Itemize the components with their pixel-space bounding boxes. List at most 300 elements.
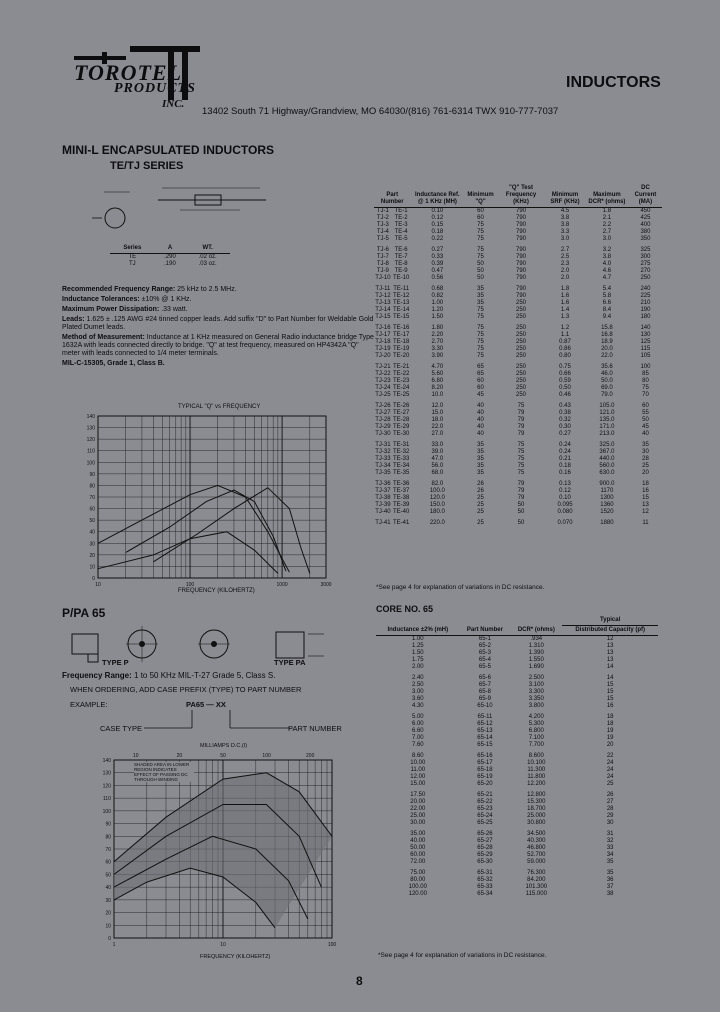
- table-cell: 450: [640, 208, 651, 214]
- table-cell: 1.310: [528, 643, 544, 649]
- table-cell: 2.50: [411, 682, 424, 688]
- table-cell: 75: [517, 449, 525, 455]
- dim-cell: .02 oz.: [198, 254, 217, 260]
- y-tick-label: 130: [102, 770, 111, 777]
- table-cell: 79: [517, 410, 525, 416]
- table-cell: 40: [477, 417, 484, 423]
- table-cell: 11.800: [527, 774, 546, 780]
- table-cell: 790: [516, 222, 527, 228]
- y-tick-label: 120: [86, 437, 95, 444]
- table-cell: 900.0: [599, 481, 615, 487]
- table-cell: 65-24: [477, 813, 493, 819]
- chart2-note: SHADED AREA IN LOWER REGION INDICATES EFFECT OF PASSING DC THROUGH WINDING: [134, 762, 194, 782]
- table-cell: TJ-33: [375, 456, 391, 462]
- table-cell: 60: [477, 208, 484, 214]
- example-code: PA65 — XX: [186, 700, 226, 709]
- table-cell: 65-13: [477, 728, 493, 734]
- table-row: [374, 229, 662, 236]
- table-cell: 790: [516, 268, 527, 274]
- table-row: [374, 275, 662, 282]
- table-row: [376, 710, 658, 721]
- table-cell: 400: [640, 222, 651, 228]
- minil-header: Maximum DCR* (ohms): [585, 184, 629, 208]
- table-cell: 425: [640, 215, 651, 221]
- table-cell: 19: [606, 728, 614, 734]
- table-row: [374, 307, 662, 314]
- minil-parts-table: [374, 184, 662, 527]
- table-row: [374, 438, 662, 449]
- table-cell: 10.100: [527, 760, 546, 766]
- table-cell: 2.3: [560, 261, 570, 267]
- table-cell: 65-25: [477, 820, 493, 826]
- table-cell: TJ-32: [375, 449, 391, 455]
- table-cell: 3.8: [560, 215, 570, 221]
- table-cell: 790: [516, 215, 527, 221]
- table-row: [374, 215, 662, 222]
- table-cell: 4.70: [431, 364, 444, 370]
- table-row: [376, 689, 658, 696]
- table-cell: 0.32: [559, 417, 571, 423]
- table-row: [376, 696, 658, 703]
- table-cell: 65-8: [478, 689, 491, 695]
- table-row: [374, 431, 662, 438]
- table-cell: 65-5: [478, 664, 491, 670]
- section-title: INDUCTORS: [566, 74, 661, 91]
- table-cell: 8.60: [411, 753, 424, 759]
- table-cell: TJ-34: [375, 463, 391, 469]
- table-cell: TJ-24: [375, 385, 391, 391]
- table-cell: 46.800: [527, 845, 546, 851]
- table-cell: 35: [477, 449, 484, 455]
- table-row: [374, 254, 662, 261]
- table-cell: 380: [640, 229, 651, 235]
- table-cell: 40: [477, 424, 484, 430]
- table-cell: 18: [606, 714, 614, 720]
- table-cell: 225: [640, 293, 651, 299]
- table-cell: 65-11: [477, 714, 493, 720]
- table-cell: 50: [477, 261, 484, 267]
- table-cell: 50.0: [601, 378, 613, 384]
- core-header: DCR* (ohms): [510, 626, 562, 636]
- dim-header: Series: [110, 244, 155, 254]
- table-cell: TJ-21: [375, 364, 391, 370]
- table-cell: 210: [640, 300, 651, 306]
- table-cell: 1.00: [431, 300, 444, 306]
- table-cell: 25: [606, 781, 614, 787]
- y-tick-label: 50: [105, 872, 111, 879]
- table-cell: 3.100: [528, 682, 544, 688]
- table-cell: 68.0: [431, 470, 444, 476]
- table-cell: 20: [606, 742, 614, 748]
- table-cell: 15: [606, 696, 614, 702]
- table-cell: 65-16: [477, 753, 493, 759]
- table-cell: 0.47: [431, 268, 444, 274]
- table-cell: 79: [517, 431, 525, 437]
- table-cell: 16: [642, 488, 649, 494]
- table-cell: 15: [606, 689, 614, 695]
- table-row: [376, 671, 658, 682]
- table-cell: 38: [606, 891, 614, 897]
- dim-cell: TE: [128, 254, 137, 260]
- table-cell: 0.66: [559, 371, 571, 377]
- table-row: [376, 866, 658, 877]
- table-cell: 80.00: [410, 877, 426, 883]
- table-row: [376, 877, 658, 884]
- table-cell: 65-15: [477, 742, 493, 748]
- table-cell: 56.0: [431, 463, 444, 469]
- table-row: [376, 682, 658, 689]
- table-cell: TE-21: [392, 364, 410, 370]
- table-cell: 35: [606, 859, 614, 865]
- table-cell: 3.90: [431, 353, 444, 359]
- table-cell: 80: [642, 378, 649, 384]
- table-cell: 50: [517, 502, 525, 508]
- table-cell: TJ-17: [375, 332, 391, 338]
- table-row: [374, 346, 662, 353]
- logo-line2: PRODUCTS: [114, 81, 196, 96]
- table-cell: 65: [477, 371, 484, 377]
- dim-header: WT.: [185, 244, 230, 254]
- table-cell: TE-19: [392, 346, 410, 352]
- table-row: [374, 424, 662, 431]
- table-cell: 25.00: [410, 813, 426, 819]
- table-cell: TE-13: [392, 300, 410, 306]
- table-cell: TE-36: [392, 481, 410, 487]
- table-cell: 60: [477, 378, 484, 384]
- table-cell: 79: [517, 488, 525, 494]
- table-cell: 8.20: [431, 385, 444, 391]
- table-cell: 0.16: [559, 470, 571, 476]
- table-cell: 75: [477, 254, 484, 260]
- table-cell: 45: [642, 424, 649, 430]
- core-footnote: *See page 4 for explanation of variations in DC resistance.: [378, 952, 547, 959]
- table-cell: TE-31: [392, 442, 410, 448]
- table-cell: 20: [642, 470, 649, 476]
- table-cell: 11.00: [410, 767, 426, 773]
- table-cell: 9.4: [602, 314, 612, 320]
- table-cell: 790: [516, 236, 527, 242]
- table-row: [374, 385, 662, 392]
- table-cell: TJ-37: [375, 488, 391, 494]
- y-tick-label: 80: [89, 483, 95, 490]
- table-cell: TE-20: [392, 353, 410, 359]
- table-cell: 65-29: [477, 852, 493, 858]
- table-cell: 35: [606, 870, 614, 876]
- table-cell: TE-32: [392, 449, 410, 455]
- minil-header: "Q" Test Frequency (KHz): [497, 184, 545, 208]
- table-cell: 0.38: [559, 410, 571, 416]
- table-cell: 115.000: [525, 891, 547, 897]
- table-cell: 5.4: [602, 286, 612, 292]
- table-cell: 3.30: [431, 346, 444, 352]
- table-cell: 75: [477, 236, 484, 242]
- table-cell: 4.7: [602, 275, 612, 281]
- table-cell: 0.24: [559, 449, 571, 455]
- table-row: [374, 243, 662, 254]
- table-cell: 250: [516, 378, 527, 384]
- table-cell: 7.700: [528, 742, 544, 748]
- table-cell: 18: [642, 481, 649, 487]
- y-tick-label: 100: [102, 808, 111, 815]
- table-cell: 35: [477, 286, 484, 292]
- table-cell: 15.300: [527, 799, 546, 805]
- y-tick-label: 0: [92, 576, 95, 582]
- table-cell: TE-14: [392, 307, 410, 313]
- minil-title: MINI-L ENCAPSULATED INDUCTORS: [62, 143, 275, 157]
- table-cell: TJ-4: [376, 229, 389, 235]
- table-cell: 18.0: [431, 417, 444, 423]
- table-cell: 5.8: [602, 293, 612, 299]
- table-cell: 1.75: [411, 657, 424, 663]
- table-cell: 65-19: [477, 774, 493, 780]
- table-cell: 46.0: [601, 371, 613, 377]
- table-cell: 100.00: [408, 884, 427, 890]
- table-cell: 69.0: [601, 385, 613, 391]
- table-cell: 11: [642, 520, 649, 526]
- ppa-drawings: [62, 620, 372, 676]
- table-cell: 2.20: [431, 332, 444, 338]
- table-cell: 40: [477, 431, 484, 437]
- table-row: [376, 884, 658, 891]
- table-cell: TJ-28: [375, 417, 391, 423]
- y-tick-label: 0: [108, 936, 111, 942]
- table-cell: 2.00: [411, 664, 424, 670]
- table-cell: 47.0: [431, 456, 444, 462]
- table-cell: 3.300: [528, 689, 544, 695]
- table-cell: 25: [477, 502, 484, 508]
- table-cell: 15.00: [410, 781, 426, 787]
- table-cell: 0.12: [431, 215, 444, 221]
- minil-header: Minimum "Q": [464, 184, 497, 208]
- table-cell: 75: [517, 456, 525, 462]
- table-cell: 65-30: [477, 859, 493, 865]
- table-cell: 250: [516, 385, 527, 391]
- table-cell: TE-41: [392, 520, 410, 526]
- table-row: [376, 767, 658, 774]
- table-cell: 15: [606, 682, 614, 688]
- table-cell: 150.0: [429, 502, 445, 508]
- table-cell: 35: [642, 442, 649, 448]
- core-header: Part Number: [460, 626, 511, 636]
- table-cell: 0.50: [559, 385, 571, 391]
- table-cell: TJ-38: [375, 495, 391, 501]
- table-cell: 65-9: [478, 696, 491, 702]
- core-title: CORE NO. 65: [376, 604, 434, 614]
- series-line: [98, 485, 289, 572]
- table-cell: 0.095: [557, 502, 573, 508]
- table-cell: 50: [517, 520, 525, 526]
- table-cell: 40: [477, 410, 484, 416]
- table-row: [374, 399, 662, 410]
- table-cell: 6.00: [411, 721, 424, 727]
- table-cell: 1360: [600, 502, 614, 508]
- y-tick-label: 20: [105, 910, 111, 917]
- table-cell: 105.0: [599, 403, 615, 409]
- table-cell: 50: [477, 268, 484, 274]
- table-cell: 3.60: [411, 696, 424, 702]
- table-row: [374, 463, 662, 470]
- table-cell: 26: [606, 792, 614, 798]
- table-cell: 32: [606, 838, 614, 844]
- table-cell: 250: [516, 300, 527, 306]
- table-cell: 1.2: [560, 325, 570, 331]
- table-cell: 171.0: [599, 424, 615, 430]
- table-cell: 45: [477, 392, 484, 398]
- series-line: [153, 488, 309, 574]
- table-cell: 22: [606, 753, 614, 759]
- table-cell: 125: [640, 339, 651, 345]
- table-cell: 4.0: [602, 261, 612, 267]
- table-cell: 12.800: [527, 792, 546, 798]
- x-tick-label: 10: [220, 942, 226, 948]
- table-cell: 0.68: [431, 286, 444, 292]
- table-cell: 33: [606, 845, 614, 851]
- table-cell: 2.0: [560, 275, 570, 281]
- table-row: [374, 417, 662, 424]
- table-cell: 59.000: [527, 859, 546, 865]
- table-cell: 250: [516, 307, 527, 313]
- company-logo: [72, 46, 212, 116]
- y-tick-label: 60: [89, 506, 95, 513]
- table-cell: 0.15: [431, 222, 444, 228]
- table-cell: 79: [517, 424, 525, 430]
- table-cell: 75: [477, 346, 484, 352]
- table-cell: TJ-23: [375, 378, 391, 384]
- dim-cell: TJ: [129, 261, 136, 267]
- table-cell: 34.500: [527, 831, 546, 837]
- top-tick-label: 50: [220, 753, 226, 759]
- table-cell: 65-20: [477, 781, 493, 787]
- table-cell: 4.30: [411, 703, 424, 709]
- table-cell: 240: [640, 286, 651, 292]
- table-cell: 16: [606, 703, 614, 709]
- table-cell: 35.6: [601, 364, 613, 370]
- table-row: [376, 636, 658, 644]
- table-cell: 6.6: [602, 300, 612, 306]
- table-cell: 29: [606, 813, 614, 819]
- ordering-note: WHEN ORDERING, ADD CASE PREFIX (TYPE) TO PART NUMBER: [70, 685, 302, 694]
- y-tick-label: 60: [105, 859, 111, 866]
- company-address: 13402 South 71 Highway/Grandview, MO 64030/(816) 761-6314 TWX 910-777-7037: [202, 106, 559, 117]
- table-cell: 220.0: [429, 520, 445, 526]
- table-cell: 440.0: [599, 456, 615, 462]
- table-cell: 6.60: [411, 728, 424, 734]
- table-cell: 12.0: [431, 403, 444, 409]
- table-cell: 28: [606, 806, 614, 812]
- table-cell: 250: [516, 353, 527, 359]
- table-cell: 790: [516, 275, 527, 281]
- table-cell: 79: [517, 417, 525, 423]
- table-cell: 0.18: [559, 463, 571, 469]
- table-cell: TE-27: [392, 410, 410, 416]
- table-cell: 65-22: [477, 799, 493, 805]
- table-cell: 30.00: [410, 820, 426, 826]
- table-row: [374, 268, 662, 275]
- table-cell: TE-10: [392, 275, 410, 281]
- table-cell: 1520: [600, 509, 614, 515]
- logo-line3: INC.: [162, 98, 185, 110]
- table-row: [374, 516, 662, 527]
- table-row: [376, 781, 658, 788]
- x-tick-label: 100: [327, 942, 337, 948]
- table-cell: 15.8: [601, 325, 613, 331]
- table-cell: TE-3: [394, 222, 408, 228]
- table-cell: 1.3: [560, 314, 570, 320]
- table-cell: 0.080: [557, 509, 573, 515]
- table-cell: 65-31: [477, 870, 493, 876]
- chart1-xlabel: FREQUENCY (KILOHERTZ): [178, 588, 255, 594]
- table-cell: TJ-31: [375, 442, 391, 448]
- table-cell: 52.700: [527, 852, 546, 858]
- table-cell: 75: [477, 353, 484, 359]
- table-cell: TJ-18: [375, 339, 391, 345]
- table-cell: .934: [530, 636, 543, 642]
- table-cell: 1.690: [528, 664, 544, 670]
- core-header: Distributed Capacity (pf): [562, 626, 658, 636]
- top-tick-label: 200: [306, 753, 315, 759]
- table-row: [374, 300, 662, 307]
- table-cell: 2.1: [602, 215, 612, 221]
- y-tick-label: 30: [105, 897, 111, 904]
- core-65-table: [376, 616, 658, 898]
- spec-item: Recommended Frequency Range: 25 kHz to 2.5 MHz.: [62, 286, 237, 293]
- table-cell: 2.2: [602, 222, 612, 228]
- example-label: EXAMPLE:: [70, 700, 108, 709]
- table-row: [374, 509, 662, 516]
- table-row: [376, 799, 658, 806]
- table-cell: TE-12: [392, 293, 410, 299]
- chart1-title: TYPICAL "Q" vs FREQUENCY: [178, 404, 261, 410]
- y-tick-label: 130: [86, 425, 95, 432]
- x-tick-label: 3000: [320, 582, 332, 588]
- table-cell: 75: [477, 229, 484, 235]
- table-cell: 790: [516, 247, 527, 253]
- x-tick-label: 1: [112, 942, 116, 948]
- table-row: [374, 371, 662, 378]
- table-cell: 0.27: [431, 247, 444, 253]
- table-cell: 55: [642, 410, 649, 416]
- table-cell: 190: [640, 307, 651, 313]
- table-cell: 2.5: [560, 254, 570, 260]
- table-cell: 40: [642, 431, 649, 437]
- table-cell: 27.0: [431, 431, 444, 437]
- table-cell: 10.0: [431, 392, 444, 398]
- table-cell: 65-10: [477, 703, 493, 709]
- table-row: [374, 353, 662, 360]
- table-cell: 0.12: [559, 488, 571, 494]
- table-cell: 1170: [600, 488, 614, 494]
- table-cell: 0.21: [559, 456, 571, 462]
- table-cell: 3.3: [560, 229, 570, 235]
- table-cell: TE-2: [394, 215, 408, 221]
- table-cell: 0.80: [559, 353, 571, 359]
- table-row: [376, 827, 658, 838]
- table-cell: 0.13: [559, 481, 571, 487]
- table-cell: TE-16: [392, 325, 410, 331]
- table-row: [376, 788, 658, 799]
- table-cell: 0.46: [559, 392, 571, 398]
- table-row: [376, 813, 658, 820]
- table-cell: TJ-1: [376, 208, 389, 214]
- chart1-q-vs-frequency: [76, 410, 336, 594]
- spec-item: Method of Measurement: Inductance at 1 KHz measured on General Radio inductance bridge Type 1632A with leads connected directly to bridge. "Q" at test frequency, measured on HP4342A "Q" meter with leads connected to 1/4 meter terminals.: [62, 334, 374, 357]
- table-cell: 22.0: [431, 424, 444, 430]
- table-cell: 27: [606, 799, 614, 805]
- table-row: [374, 456, 662, 463]
- top-tick-label: 20: [176, 753, 183, 759]
- table-cell: TE-5: [394, 236, 408, 242]
- table-row: [376, 852, 658, 859]
